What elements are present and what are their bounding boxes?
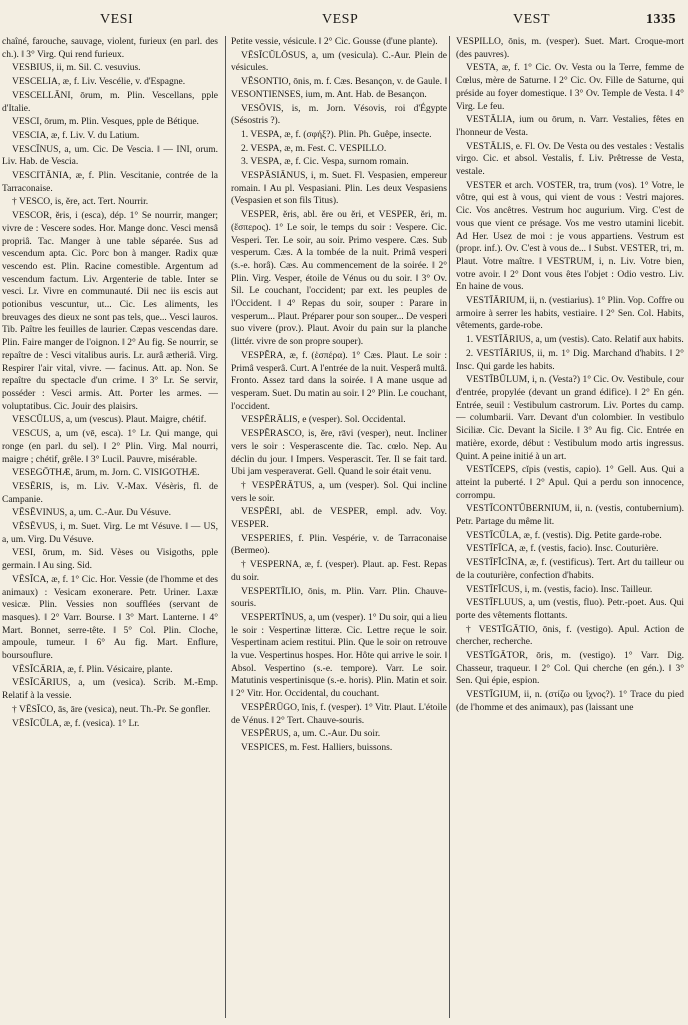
column-1: [2, 36, 218, 1021]
dictionary-entry: VESCOR, ĕris, i (esca), dép. 1° Se nourrir, manger; vivre de : Vescere sodes. Hor. Mange donc. Vesci mensâ propriâ. Tac. Manger à une table séparée. Sus ad vescendum apta. Cic. Porc bon à manger. Radix quæ vescendo est. Plin. Racine comestible. Argentum ad vescendum factum. Liv. Argenterie de table. Inter se vesci. Lr. Vivre en communauté. Dii nec iis escis aut potionibus vescuntur, ut... Cic. Les aliments, les breuvages des dieux ne sont pas tels, que... Vesci lauros. Tib. Paître les feuilles de laurier. Cæpas vescendas dare. Plin. Faire manger de l'oignon. ‖ 2° Au fig. Se nourrir, se repaître de : Vesci vitalibus auris. Lr. aurâ ætheriâ. Virg. Respirer l'air vital, vivre. — facinus. Att. ap. Non. Se repaître du spectacle d'un crime. ‖ 3° Lr. Se servir, posséder : Vesci armis. Att. Porter les armes. — voluptatibus. Cic. Jouir des plaisirs.: [2, 211, 218, 412]
column-divider: [225, 36, 226, 1018]
dictionary-entry: VESCITĀNIA, æ, f. Plin. Vescitanie, contrée de la Tarraconaise.: [2, 171, 218, 194]
dictionary-entry: VESCELIA, æ, f. Liv. Vescélie, v. d'Espagne.: [12, 77, 186, 88]
page-number: 1335: [646, 12, 676, 27]
dictionary-entry: 3. VESPA, æ, f. Cic. Vespa, surnom romain.: [241, 157, 409, 168]
header-center: VESP: [322, 12, 359, 27]
dictionary-entry: † VESTĪGĀTIO, ōnis, f. (vestigo). Apul. Action de chercher, recherche.: [456, 624, 684, 648]
dictionary-entry: VESI, ōrum, m. Sid. Vèses ou Visigoths, pple germain. ‖ Au sing. Sid.: [2, 548, 218, 572]
dictionary-entry: † VĒSĪCO, ās, āre (vesica), neut. Th.-Pr. Se gonfler.: [12, 704, 211, 715]
dictionary-entry: VESPERTĪLIO, ōnis, m. Plin. Varr. Plin. Chauve-souris.: [231, 586, 447, 610]
dictionary-entry: VĒSĪCĀRIUS, a, um (vesica). Scrib. M.-Emp. Relatif à la vessie.: [2, 678, 218, 702]
dictionary-entry: VESTĪFĬCUS, i, m. (vestis, facio). Insc. Tailleur.: [466, 584, 653, 595]
dictionary-entry: 2. VESPA, æ, m. Fest. C. VESPILLO.: [241, 143, 387, 154]
dictionary-entry: † VESCO, is, ĕre, act. Tert. Nourrir.: [12, 197, 149, 208]
dictionary-entry: VESPILLO, ōnis, m. (vesper). Suet. Mart. Croque-mort (des pauvres).: [456, 37, 684, 60]
dictionary-entry: VESCŬLUS, a, um (vescus). Plaut. Maigre, chétif.: [12, 415, 207, 426]
dictionary-entry: VĒSĪCA, æ, f. 1° Cic. Hor. Vessie (de l'homme et des animaux) : Vesicam exonerare. Petr. Uriner. Laxæ vesicæ. Plin. Vessies non soufflées (servant de masques). ‖ 2° Varr. Bourse. ‖ 3° Mart. Lanterne. ‖ 4° Mart. Bonnet, serre-tête. ‖ 5° Col. Plin. Cloche, ampoule, tumeur. ‖ 6° Au fig. Mart. Enflure, boursouflure.: [2, 574, 218, 662]
dictionary-entry: VESPERTĪNUS, a, um (vesper). 1° Du soir, qui a lieu le soir : Vespertinæ litteræ. Cic. Lettre reçue le soir. Vespertinam aciem restitui. Plin. Que le soir on retrouve la vue. Vespertinus hospes. Hor. Hôte qui arrive le soir. ‖ Absol. Vespertino (s.-e. tempore). Varr. Le soir. Matutinis vespertinisque (s.-e. horis). Plin. Matin et soir. ‖ 2° Vitr. Hor. Occidental, du couchant.: [231, 612, 447, 700]
dictionary-entry: VESTER et arch. VOSTER, tra, trum (vos). 1° Votre, le vôtre, qui est à vous, qui vient de vous : Vestri majores. Cic. Vos ancêtres. Vestrum hoc augurium. Virg. C'est de vous que vient ce présage. Vos me vestro utamini licebit. Ad Her. Usez de moi : je vous appartiens. Vestrum est (propr. inf.). Ov. C'est à vous de... ‖ Subst. VESTER, tri, m. Plaut. Votre maître. ‖ VESTRUM, i, n. Liv. Votre bien, votre avoir. ‖ 2° Dont vous êtes l'objet : Odio vestro. Liv. En haine de vous.: [456, 180, 684, 293]
dictionary-entry: VESTĪĀRIUM, ii, n. (vestiarius). 1° Plin. Vop. Coffre ou armoire à serrer les habits, vestiaire. ‖ 2° Sen. Col. Habits, vêtements, garde-robe.: [456, 296, 684, 332]
dictionary-entry: VESTĪCEPS, cĭpis (vestis, capio). 1° Gell. Aus. Qui a atteint la puberté. ‖ 2° Apul. Qui a perdu son innocence, corrompu.: [456, 465, 684, 501]
dictionary-entry: VESTĀLIA, ium ou ōrum, n. Varr. Vestalies, fêtes en l'honneur de Vesta.: [456, 115, 684, 138]
dictionary-entry: Petite vessie, vésicule. ‖ 2° Cic. Gousse (d'une plante).: [231, 37, 438, 47]
dictionary-entry: VESBIUS, ii, m. Sil. C. vesuvius.: [12, 63, 141, 74]
dictionary-entry: VESEGŌTHÆ, ārum, m. Jorn. C. VISIGOTHÆ.: [12, 468, 200, 479]
dictionary-entry: 2. VESTĪĀRIUS, ii, m. 1° Dig. Marchand d'habits. ‖ 2° Insc. Qui garde les habits.: [456, 348, 684, 372]
dictionary-entry: VESTĪFLUUS, a, um (vestis, fluo). Petr.-poet. Aus. Qui porte des vêtements flottants.: [456, 598, 684, 621]
dictionary-entry: VESCUS, a, um (vē, esca). 1° Lr. Qui mange, qui ronge (en parl. du sel). ‖ 2° Plin. Virg. Mal nourri, maigre ; chétif, grêle. ‖ 3° Lucil. Pauvre, misérable.: [2, 429, 218, 465]
dictionary-entry: VESTĪGIUM, ii, n. (στίζω ou ἴχνος?). 1° Trace du pied (de l'homme et des animaux), pas (laissant une: [456, 690, 684, 713]
dictionary-entry: VESCIA, æ, f. Liv. V. du Latium.: [12, 130, 140, 141]
dictionary-entry: VESPERIES, f. Plin. Vespérie, v. de Tarraconaise (Bermeo).: [231, 533, 447, 557]
dictionary-entry: chaîné, farouche, sauvage, violent, furieux (en parl. des ch.). ‖ 3° Virg. Qui rend furieux.: [2, 37, 218, 60]
dictionary-entry: VESTĪGĀTOR, ōris, m. (vestigo). 1° Varr. Dig. Chasseur, traqueur. ‖ 2° Col. Qui cherche (en gén.). ‖ 3° Sen. Qui épie, espion.: [456, 651, 684, 687]
dictionary-entry: VĔSONTIO, ōnis, m. f. Cæs. Besançon, v. de Gaule. ‖ VESONTIENSES, ium, m. Ant. Hab. de Besançon.: [231, 77, 447, 100]
dictionary-entry: VESPĔRĀLIS, e (vesper). Sol. Occidental.: [241, 415, 406, 426]
dictionary-entry: VESPĀSIĀNUS, i, m. Suet. Fl. Vespasien, empereur romain. ‖ Au pl. Vespasiani. Plin. Les deux Vespasiens (Vespasien et son fils Titus).: [231, 171, 447, 207]
dictionary-entry: VESPĔRASCO, is, ĕre, rāvi (vesper), neut. Incliner vers le soir : Vesperascente die. Tac. cœlo. Nep. Au déclin du jour. ‖ Impers. Vesperascit. Ter. Il se fait tard. Ubi jam vesperaverat. Gell. Quand le soir était venu.: [231, 429, 447, 478]
dictionary-entry: VESPĔRŪGO, ĭnis, f. (vesper). 1° Vitr. Plaut. L'étoile de Vénus. ‖ 2° Tert. Chauve-souris.: [231, 702, 447, 726]
running-header: [0, 12, 688, 32]
dictionary-entry: VESCĪNUS, a, um. Cic. De Vescia. ‖ — INI, orum. Liv. Hab. de Vescia.: [2, 144, 218, 168]
dictionary-entry: VESTĀLIS, e. Fl. Ov. De Vesta ou des vestales : Vestalis virgo. Cic. et absol. Vestalis, f. Liv. Prêtresse de Vesta, vestale.: [456, 141, 684, 178]
dictionary-entry: VESPĔRUS, a, um. C.-Aur. Du soir.: [241, 729, 381, 740]
dictionary-entry: VĒSĪCŬLŌSUS, a, um (vesicula). C.-Aur. Plein de vésicules.: [231, 50, 447, 74]
dictionary-entry: 1. VESTĪĀRIUS, a, um (vestis). Cato. Relatif aux habits.: [466, 335, 684, 346]
dictionary-entry: VESĒRIS, is, m. Liv. V.-Max. Vésèris, fl. de Campanie.: [2, 481, 218, 505]
dictionary-entry: † VESPERNA, æ, f. (vesper). Plaut. ap. Fest. Repas du soir.: [231, 560, 447, 583]
dictionary-entry: VESPER, ĕris, abl. ĕre ou ĕri, et VESPER, ĕri, m. (ἕσπερος). 1° Le soir, le temps du soir : Vespere. Cic. Vesperi. Ter. Le soir, au soir. Primo vespere. Cæs. Sub vesperum. Cæs. A la tombée de la nuit. Primâ vesperi (s.-e. horâ). Cæs. Au commencement de la soirée. ‖ 2° Plin. Virg. Vesper, étoile de Vénus ou du soir. ‖ 3° Ov. Sil. Le couchant, l'occident; par ext. les peuples de l'Occident. ‖ 4° Repas du soir, souper : Parare in vesperum... Plaut. Préparer pour son souper... De vesperi suo vivere (prov.). Plaut. Avoir du pain sur la planche (littér. vivre de son propre souper).: [231, 210, 447, 348]
dictionary-entry: VĒSĪCŬLA, æ, f. (vesica). 1° Lr.: [12, 718, 140, 729]
dictionary-entry: VĒSĒVINUS, a, um. C.-Aur. Du Vésuve.: [12, 508, 171, 519]
dictionary-entry: 1. VESPA, æ, f. (σφήξ?). Plin. Ph. Guêpe, insecte.: [241, 129, 432, 140]
dictionary-entry: VĒSĪCĀRIA, æ, f. Plin. Vésicaire, plante.: [12, 664, 173, 675]
dictionary-entry: VESŌVIS, is, m. Jorn. Vésovis, roi d'Égypte (Sésostris ?).: [231, 103, 447, 127]
column-2: [231, 36, 447, 1021]
dictionary-entry: † VESPĔRĀTUS, a, um (vesper). Sol. Qui incline vers le soir.: [231, 480, 447, 504]
dictionary-entry: VESTĪCŬLA, æ, f. (vestis). Dig. Petite garde-robe.: [466, 530, 662, 541]
dictionary-entry: VESTĪFĬCĪNA, æ, f. (vestificus). Tert. Art du tailleur ou de la couturière, confection d'habits.: [456, 558, 684, 581]
dictionary-entry: VESTĪCONTŬBERNIUM, ii, n. (vestis, contubernium). Petr. Partage du même lit.: [456, 504, 684, 528]
dictionary-entry: VESTĪFĪCA, æ, f. (vestis, facio). Insc. Couturière.: [466, 544, 659, 555]
dictionary-entry: VESPĔRA, æ, f. (ἑσπέρα). 1° Cæs. Plaut. Le soir : Primâ vesperâ. Curt. A l'entrée de la nuit. Vesperâ multâ. Fronto. Assez tard dans la soirée. ‖ A mane usque ad vesperam. Suet. Du matin au soir. ‖ 2° Plin. Le couchant, l'occident.: [231, 350, 447, 412]
header-left: VESI: [100, 12, 134, 27]
dictionary-entry: VĔSĒVUS, i, m. Suet. Virg. Le mt Vésuve. ‖ — US, a, um. Virg. Du Vésuve.: [2, 522, 218, 545]
dictionary-entry: VESTĪBŬLUM, i, n. (Vesta?) 1° Cic. Ov. Vestibule, cour d'entrée, propylée (devant un grand édifice). ‖ 2° En gén. Entrée, seuil : Vestibulum castrorum. Liv. Portes du camp. — columbarii. Varr. Devant d'un colombier. In vestibulo Siciliæ. Cic. Devant la Sicile. ‖ 3° Au fig. Cic. Entrée en matière, exorde, début : Vestibulum modo artis ingressus. Quint. A peine initié à un art.: [456, 375, 684, 462]
column-divider: [449, 36, 450, 1018]
dictionary-entry: VESTA, æ, f. 1° Cic. Ov. Vesta ou la Terre, femme de Cœlus, mère de Saturne. ‖ 2° Cic. Ov. Fille de Saturne, qui préside au foyer domestique. ‖ 3° Ov. Temple de Vesta. ‖ 4° Virg. Le feu.: [456, 63, 684, 112]
dictionary-entry: VESCELLĀNI, ōrum, m. Plin. Vescellans, pple d'Italie.: [2, 90, 218, 114]
header-right: VEST: [513, 12, 550, 27]
dictionary-entry: VESPĔRI, abl. de VESPER, empl. adv. Voy. VESPER.: [231, 507, 447, 531]
dictionary-entry: VESCI, ōrum, m. Plin. Vesques, pple de Bétique.: [12, 117, 199, 128]
column-3: [456, 36, 684, 1021]
dictionary-entry: VESPICES, m. Fest. Halliers, buissons.: [241, 742, 393, 753]
